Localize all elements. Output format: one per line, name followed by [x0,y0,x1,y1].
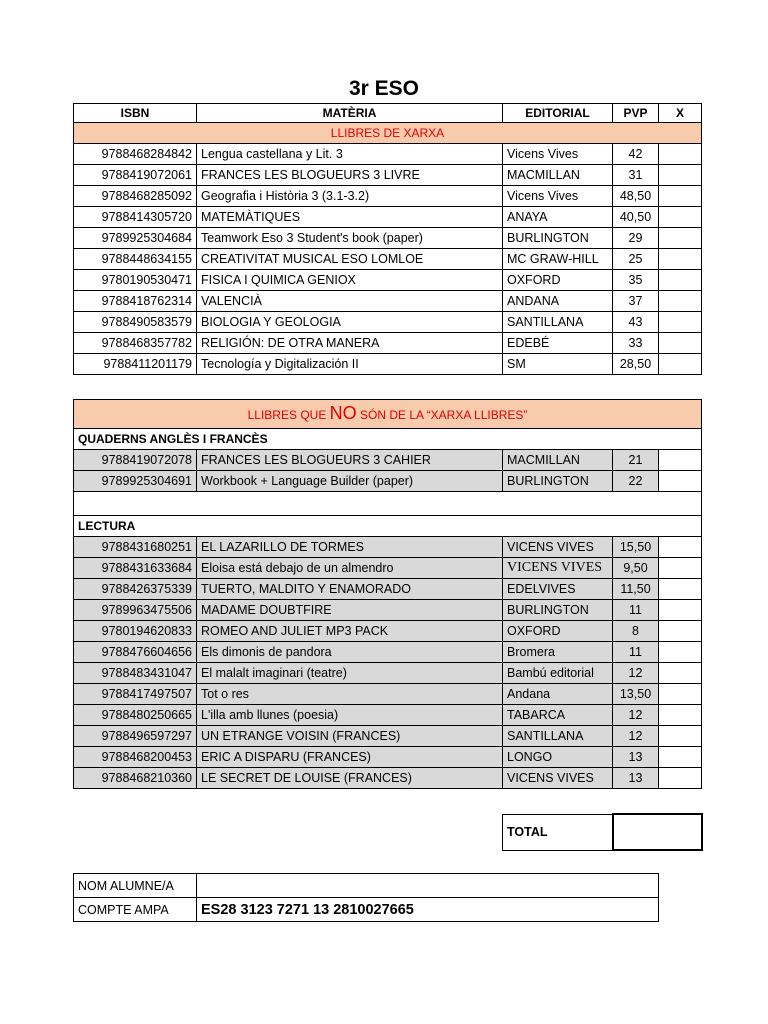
pvp-cell: 29 [613,228,659,249]
isbn-cell: 9788468200453 [74,747,197,768]
table-row [74,726,702,747]
table-row [74,249,702,270]
isbn-cell: 9789963475506 [74,600,197,621]
editorial-cell: Bambú editorial [503,663,613,684]
editorial-cell: BURLINGTON [503,471,613,492]
select-checkbox-cell[interactable] [659,228,702,249]
table-row [74,684,702,705]
materia-cell: LE SECRET DE LOUISE (FRANCES) [197,768,503,789]
select-checkbox-cell[interactable] [659,705,702,726]
editorial-cell: BURLINGTON [503,228,613,249]
editorial-cell: BURLINGTON [503,600,613,621]
materia-cell: VALENCIÀ [197,291,503,312]
editorial-cell: LONGO [503,747,613,768]
quaderns-body [74,450,702,492]
isbn-cell: 9780190530471 [74,270,197,291]
isbn-cell: 9788448634155 [74,249,197,270]
select-checkbox-cell[interactable] [659,207,702,228]
isbn-cell: 9788468284842 [74,144,197,165]
pvp-cell: 12 [613,663,659,684]
xarxa-books-body [74,144,702,375]
materia-cell: MATEMÀTIQUES [197,207,503,228]
editorial-cell: SM [503,354,613,375]
pvp-cell: 13 [613,747,659,768]
table-row [74,228,702,249]
pvp-cell: 37 [613,291,659,312]
pvp-cell: 48,50 [613,186,659,207]
isbn-cell: 9788419072078 [74,450,197,471]
editorial-cell: MACMILLAN [503,165,613,186]
pvp-cell: 31 [613,165,659,186]
isbn-cell: 9788480250665 [74,705,197,726]
lectura-section-title: LECTURA [74,516,702,537]
editorial-cell: EDEBÉ [503,333,613,354]
table-row [74,642,702,663]
isbn-cell: 9788417497507 [74,684,197,705]
table-row [74,270,702,291]
materia-cell: El malalt imaginari (teatre) [197,663,503,684]
isbn-cell: 9788483431047 [74,663,197,684]
table-row [74,354,702,375]
select-checkbox-cell[interactable] [659,684,702,705]
materia-cell: Els dimonis de pandora [197,642,503,663]
lectura-section-row [74,516,702,537]
header-materia: MATÈRIA [197,104,503,123]
select-checkbox-cell[interactable] [659,249,702,270]
pvp-cell: 11 [613,642,659,663]
materia-cell: Workbook + Language Builder (paper) [197,471,503,492]
header-isbn: ISBN [74,104,197,123]
pvp-cell: 11 [613,600,659,621]
materia-cell: EL LAZARILLO DE TORMES [197,537,503,558]
editorial-cell: MACMILLAN [503,450,613,471]
pvp-cell: 11,50 [613,579,659,600]
table-row [74,207,702,228]
select-checkbox-cell[interactable] [659,354,702,375]
editorial-cell: VICENS VIVES [503,537,613,558]
non-xarxa-band-emph: NO [329,403,357,423]
isbn-cell: 9788414305720 [74,207,197,228]
table-row [74,471,702,492]
table-row [74,663,702,684]
select-checkbox-cell[interactable] [659,600,702,621]
spacer-cell [74,492,702,516]
isbn-cell: 9780194620833 [74,621,197,642]
total-label: TOTAL [503,814,613,850]
pvp-cell: 12 [613,726,659,747]
pvp-cell: 43 [613,312,659,333]
table-row [74,768,702,789]
pvp-cell: 9,50 [613,558,659,579]
table-row [74,186,702,207]
select-checkbox-cell[interactable] [659,450,702,471]
select-checkbox-cell[interactable] [659,291,702,312]
materia-cell: L'illa amb llunes (poesia) [197,705,503,726]
pvp-cell: 25 [613,249,659,270]
pvp-cell: 13 [613,768,659,789]
pvp-cell: 28,50 [613,354,659,375]
table-row [74,450,702,471]
select-checkbox-cell[interactable] [659,537,702,558]
editorial-cell: TABARCA [503,705,613,726]
materia-cell: BIOLOGIA Y GEOLOGIA [197,312,503,333]
lectura-body [74,537,702,789]
non-xarxa-books-table [73,399,702,789]
editorial-cell: OXFORD [503,270,613,291]
pvp-cell: 13,50 [613,684,659,705]
table-row [74,537,702,558]
isbn-cell: 9788411201179 [74,354,197,375]
materia-cell: Eloisa está debajo de un almendro [197,558,503,579]
isbn-cell: 9788468210360 [74,768,197,789]
materia-cell: FRANCES LES BLOGUEURS 3 CAHIER [197,450,503,471]
non-xarxa-band-row [74,400,702,429]
editorial-cell: OXFORD [503,621,613,642]
materia-cell: Teamwork Eso 3 Student's book (paper) [197,228,503,249]
quaderns-section-row [74,429,702,450]
table-row [74,579,702,600]
select-checkbox-cell[interactable] [659,186,702,207]
table-row [74,705,702,726]
table-row [74,558,702,579]
header-x: X [659,104,702,123]
select-checkbox-cell[interactable] [659,663,702,684]
isbn-cell: 9788426375339 [74,579,197,600]
xarxa-books-table [73,103,702,375]
select-checkbox-cell[interactable] [659,312,702,333]
isbn-cell: 9788468285092 [74,186,197,207]
select-checkbox-cell[interactable] [659,144,702,165]
select-checkbox-cell[interactable] [659,471,702,492]
select-checkbox-cell[interactable] [659,621,702,642]
page-title: 3r ESO [348,77,420,100]
materia-cell: Tot o res [197,684,503,705]
student-name-row [74,874,659,898]
isbn-cell: 9789925304684 [74,228,197,249]
total-input[interactable] [613,814,702,850]
editorial-cell: ANDANA [503,291,613,312]
materia-cell: ROMEO AND JULIET MP3 PACK [197,621,503,642]
select-checkbox-cell[interactable] [659,579,702,600]
isbn-cell: 9788418762314 [74,291,197,312]
pvp-cell: 22 [613,471,659,492]
materia-cell: Geografia i Història 3 (3.1-3.2) [197,186,503,207]
xarxa-band-label: LLIBRES DE XARXA [74,123,702,144]
select-checkbox-cell[interactable] [659,747,702,768]
non-xarxa-band-prefix: LLIBRES QUE [247,408,330,422]
table-row [74,291,702,312]
editorial-cell: Andana [503,684,613,705]
quaderns-section-title: QUADERNS ANGLÈS I FRANCÈS [74,429,702,450]
isbn-cell: 9789925304691 [74,471,197,492]
isbn-cell: 9788419072061 [74,165,197,186]
account-label: COMPTE AMPA [74,898,197,922]
non-xarxa-band-label [74,400,702,429]
table-row [74,165,702,186]
header-editorial: EDITORIAL [503,104,613,123]
isbn-cell: 9788496597297 [74,726,197,747]
student-name-label: NOM ALUMNE/A [74,874,197,898]
materia-cell: MADAME DOUBTFIRE [197,600,503,621]
student-name-input[interactable] [197,874,659,898]
table-header-row [74,104,702,123]
header-pvp: PVP [613,104,659,123]
editorial-cell: Bromera [503,642,613,663]
total-table [502,813,703,851]
editorial-cell: Vicens Vives [503,144,613,165]
student-info-table [73,873,659,922]
select-checkbox-cell[interactable] [659,333,702,354]
editorial-cell: Vicens Vives [503,186,613,207]
materia-cell: Lengua castellana y Lit. 3 [197,144,503,165]
spacer-row [74,492,702,516]
editorial-cell: VICENS VIVES [503,558,613,579]
materia-cell: CREATIVITAT MUSICAL ESO LOMLOE [197,249,503,270]
materia-cell: FRANCES LES BLOGUEURS 3 LIVRE [197,165,503,186]
editorial-cell: ANAYA [503,207,613,228]
table-row [74,312,702,333]
pvp-cell: 33 [613,333,659,354]
materia-cell: ERIC A DISPARU (FRANCES) [197,747,503,768]
select-checkbox-cell[interactable] [659,165,702,186]
pvp-cell: 42 [613,144,659,165]
isbn-cell: 9788476604656 [74,642,197,663]
editorial-cell: SANTILLANA [503,312,613,333]
pvp-cell: 21 [613,450,659,471]
pvp-cell: 12 [613,705,659,726]
materia-cell: UN ETRANGE VOISIN (FRANCES) [197,726,503,747]
select-checkbox-cell[interactable] [659,558,702,579]
total-row [503,814,702,850]
table-row [74,600,702,621]
pvp-cell: 8 [613,621,659,642]
table-row [74,144,702,165]
select-checkbox-cell[interactable] [659,726,702,747]
select-checkbox-cell[interactable] [659,642,702,663]
isbn-cell: 9788431680251 [74,537,197,558]
editorial-cell: MC GRAW-HILL [503,249,613,270]
pvp-cell: 35 [613,270,659,291]
table-row [74,621,702,642]
materia-cell: RELIGIÓN: DE OTRA MANERA [197,333,503,354]
materia-cell: FISICA I QUIMICA GENIOX [197,270,503,291]
pvp-cell: 15,50 [613,537,659,558]
isbn-cell: 9788431633684 [74,558,197,579]
editorial-cell: EDELVIVES [503,579,613,600]
materia-cell: TUERTO, MALDITO Y ENAMORADO [197,579,503,600]
non-xarxa-band-suffix: SÓN DE LA “XARXA LLIBRES” [356,408,528,422]
editorial-cell: VICENS VIVES [503,768,613,789]
isbn-cell: 9788490583579 [74,312,197,333]
account-row [74,898,659,922]
materia-cell: Tecnología y Digitalización II [197,354,503,375]
table-row [74,747,702,768]
xarxa-band-row [74,123,702,144]
account-value: ES28 3123 7271 13 2810027665 [197,898,659,922]
select-checkbox-cell[interactable] [659,270,702,291]
editorial-cell: SANTILLANA [503,726,613,747]
table-row [74,333,702,354]
isbn-cell: 9788468357782 [74,333,197,354]
select-checkbox-cell[interactable] [659,768,702,789]
pvp-cell: 40,50 [613,207,659,228]
